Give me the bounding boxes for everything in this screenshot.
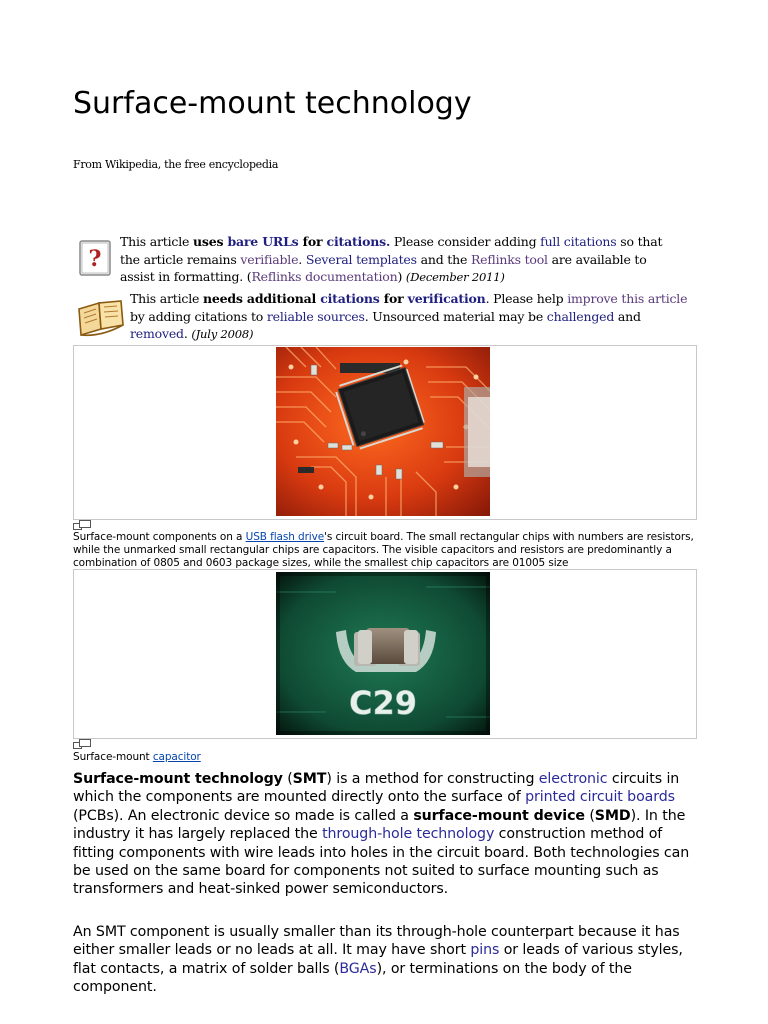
notice-bold: needs additional [203,291,321,306]
bare-urls-link[interactable]: bare URLs [227,234,299,249]
figure-capacitor-caption [73,751,703,764]
verifiable-link[interactable]: verifiable [240,251,299,267]
notice-text: . Unsourced material may be [364,308,547,324]
body-text: ) is a method for constructing [326,771,539,787]
notice-date: (July 2008) [191,327,254,341]
term-bold: surface-mount device [413,807,585,824]
term-bold: Surface-mount technology [73,771,283,787]
full-citations-link[interactable]: full citations [540,234,617,249]
capacitor-link[interactable]: capacitor [152,751,201,763]
citations-link[interactable]: citations. [326,234,391,249]
notice-text: ) [397,269,406,284]
reliable-sources-link[interactable]: reliable sources [266,308,365,324]
notice-bold: for [379,291,408,306]
notice-text: . [183,326,192,341]
body-text: An SMT component is usually smaller than its through-hole counterpart because it has either smaller leads or no leads at all. It may have short [73,924,680,959]
notice-text: so that the article remains [120,234,663,267]
notice-date: (December 2011) [405,270,505,284]
body-text: (PCBs). An electronic device so made is called a [73,807,414,824]
usb-flash-drive-link[interactable]: USB flash drive [245,531,325,543]
citations-link[interactable]: citations [320,291,380,306]
notice-text: Please consider adding [390,234,541,249]
notice-text: . Please help [485,291,568,306]
body-text: construction method of fitting components with wire leads into holes in the circuit board. Both technologies can be used on the same board for components not suited to surface mounting such as transformers and heat-sinked power semiconductors. [73,826,690,898]
printed-circuit-boards-link[interactable]: printed circuit boards [525,789,675,806]
page-title: Surface-mount technology [73,86,472,121]
reflinks-documentation-link[interactable]: Reflinks documentation [251,269,398,284]
caption-text: Surface-mount components on a [73,531,246,543]
enlarge-icon[interactable] [73,520,91,530]
notice-bold: uses [193,234,228,249]
notice-text: and [614,308,641,324]
term-bold: SMD [594,807,631,824]
capacitor-photo[interactable] [276,572,490,735]
notice-bare-urls [120,233,680,287]
notice-text: This article [120,234,193,249]
body-text: circuits in which the components are mounted directly onto the surface of [73,771,680,806]
notice-citations [130,290,690,344]
improve-article-link[interactable]: improve this article [567,291,688,306]
body-text: ). In the industry it has largely replaced the [73,807,686,843]
bgas-link[interactable]: BGAs [339,960,377,977]
body-text: ), or terminations on the body of the component. [73,960,632,996]
challenged-link[interactable]: challenged [546,308,615,324]
body-text: ( [584,807,595,824]
notice-text: are available to assist in formatting. ( [120,251,647,284]
pins-link[interactable]: pins [470,942,500,959]
notice-bold: for [298,234,327,249]
notice-text: and the [416,251,471,267]
chip-label: C29 [348,684,418,722]
reflinks-tool-link[interactable]: Reflinks tool [470,251,548,267]
open-book-icon [75,295,127,339]
paragraph-intro [73,770,703,899]
svg-text:?: ? [88,246,102,272]
figure-usb-caption [73,531,703,570]
caption-text: 's circuit board. The small rectangular chips with numbers are resistors, while the unmarked small rectangular chips are capacitors. The visible capacitors and resistors are predominantly a combination of 0805 and 0603 package sizes, while the smallest chip capacitors are 01005 size [73,531,694,569]
term-bold: SMT [292,771,327,787]
verification-link[interactable]: verification [407,291,486,306]
several-templates-link[interactable]: Several templates [305,251,417,267]
removed-link[interactable]: removed [130,326,184,341]
page-tagline: From Wikipedia, the free encyclopedia [73,158,279,171]
notice-text: . [298,251,306,267]
paragraph-component-size [73,923,703,997]
enlarge-icon[interactable] [73,739,91,749]
usb-circuit-board-photo[interactable] [276,347,490,516]
electronic-link[interactable]: electronic [538,771,608,787]
question-mark-icon [79,240,111,276]
caption-text: Surface-mount [73,751,153,763]
notice-text: by adding citations to [130,308,267,324]
body-text: ( [282,771,293,787]
through-hole-technology-link[interactable]: through-hole technology [322,826,495,843]
notice-text: This article [130,291,203,306]
body-text: or leads of various styles, flat contacts, a matrix of solder balls ( [73,942,683,977]
